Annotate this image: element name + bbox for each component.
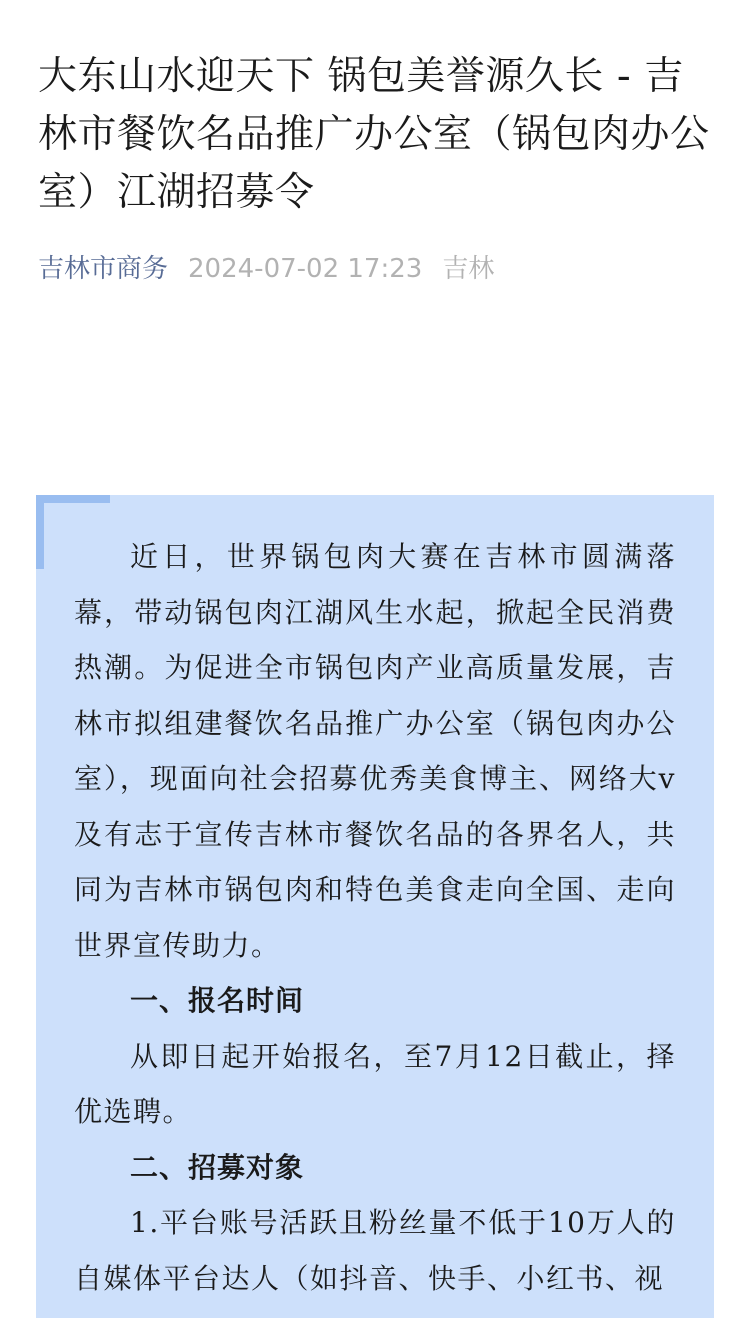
article-content-box: [36, 495, 714, 1318]
article-meta: [38, 250, 494, 288]
corner-decoration: [36, 495, 44, 569]
article-title: 大东山水迎天下 锅包美誉源久长 - 吉林市餐饮名品推广办公室（锅包肉办公室）江湖招募令: [38, 54, 710, 215]
article-body: [74, 529, 676, 1306]
publish-location: 吉林: [442, 254, 495, 284]
intro-paragraph: 近日，世界锅包肉大赛在吉林市圆满落幕，带动锅包肉江湖风生水起，掀起全民消费热潮。为促进全市锅包肉产业高质量发展，吉林市拟组建餐饮名品推广办公室（锅包肉办公室），现面向社会招募优秀美食博主、网络大v及有志于宣传吉林市餐饮名品的各界名人，共同为吉林市锅包肉和特色美食走向全国、走向世界宣传助力。: [74, 540, 676, 962]
section-heading: 二、招募对象: [130, 1150, 305, 1184]
section-paragraph: 1.平台账号活跃且粉丝量不低于10万人的自媒体平台达人（如抖音、快手、小红书、视: [74, 1206, 676, 1295]
source-account-link[interactable]: 吉林市商务: [38, 254, 169, 284]
corner-decoration: [36, 495, 110, 503]
publish-date: 2024-07-02 17:23: [188, 254, 423, 284]
section-paragraph: 从即日起开始报名，至7月12日截止，择优选聘。: [74, 1039, 676, 1128]
section-heading: 一、报名时间: [130, 984, 305, 1017]
